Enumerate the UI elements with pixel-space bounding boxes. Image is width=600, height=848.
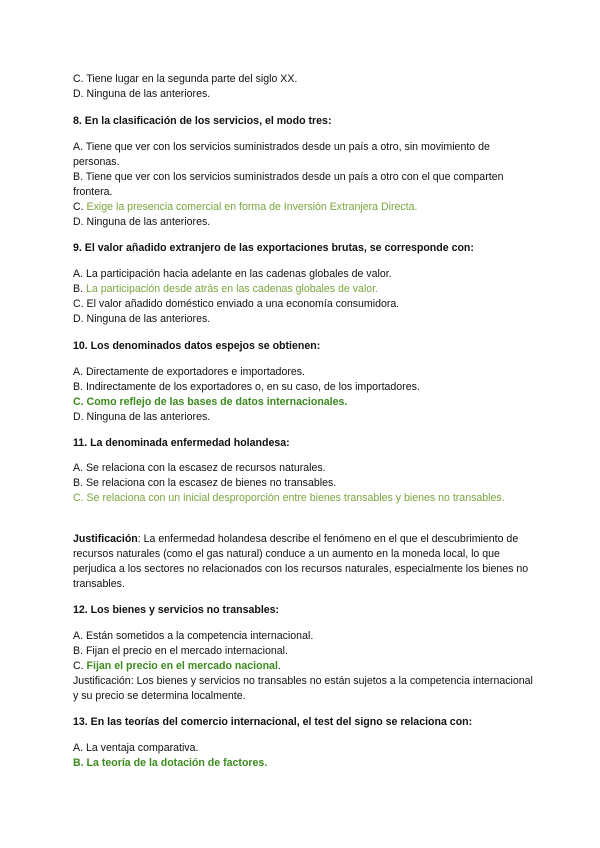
option-c-prefix: C. (73, 660, 84, 672)
option-b (73, 282, 533, 297)
option-c-answer: Fijan el precio en el mercado nacional (86, 660, 278, 672)
question-title: 13. En las teorías del comercio internacional, el test del signo se relaciona con: (73, 716, 473, 728)
justification-text: : La enfermedad holandesa describe el fenómeno en el que el descubrimiento de recursos naturales (como el gas natural) conduce a un aumento en la moneda local, lo que perjudica a los sectores no relacionados con los recursos naturales, especialmente los bienes no transables. (73, 533, 529, 590)
question-9 (73, 241, 533, 256)
option-c-answer: C. Se relaciona con un inicial desproporción entre bienes transables y bienes no transables. (73, 492, 505, 504)
option-d: D. Ninguna de las anteriores. (73, 313, 211, 325)
option-a: A. Directamente de exportadores e importadores. (73, 366, 306, 378)
question-title: 11. La denominada enfermedad holandesa: (73, 437, 290, 449)
option-b: B. Fijan el precio en el mercado internacional. (73, 645, 288, 657)
option-b-answer: B. La teoría de la dotación de factores. (73, 757, 268, 769)
question-8 (73, 114, 533, 129)
question-11-justification (73, 532, 533, 592)
option-c (73, 659, 533, 674)
option-b: B. Tiene que ver con los servicios suministrados desde un país a otro con el que comparten frontera. (73, 171, 504, 198)
option-a: A. Están sometidos a la competencia internacional. (73, 630, 314, 642)
justification-paragraph (73, 532, 533, 592)
option-a: A. La ventaja comparativa. (73, 742, 199, 754)
question-13 (73, 715, 533, 730)
justification-label: Justificación (73, 533, 138, 545)
option-c-answer: Exige la presencia comercial en forma de Inversión Extranjera Directa. (86, 201, 418, 213)
option-a: A. Se relaciona con la escasez de recursos naturales. (73, 462, 326, 474)
justification-paragraph: Justificación: Los bienes y servicios no transables no están sujetos a la competencia internacional y su precio se determina localmente. (73, 675, 533, 702)
previous-question-options (73, 72, 533, 102)
question-title: 9. El valor añadido extranjero de las exportaciones brutas, se corresponde con: (73, 242, 474, 254)
question-12-options (73, 629, 533, 704)
question-11 (73, 436, 533, 451)
question-10 (73, 339, 533, 354)
question-12 (73, 603, 533, 618)
option-b: B. Indirectamente de los exportadores o, en su caso, de los importadores. (73, 381, 420, 393)
option-c: C. Tiene lugar en la segunda parte del siglo XX. (73, 73, 298, 85)
option-c-prefix: C. (73, 201, 84, 213)
question-title: 12. Los bienes y servicios no transables: (73, 604, 280, 616)
option-a: A. Tiene que ver con los servicios suministrados desde un país a otro, sin movimiento de personas. (73, 141, 490, 168)
option-a: A. La participación hacia adelante en las cadenas globales de valor. (73, 268, 392, 280)
option-c (73, 200, 533, 215)
option-c-suffix: . (277, 660, 281, 672)
question-11-options (73, 461, 533, 506)
question-title: 10. Los denominados datos espejos se obtienen: (73, 340, 321, 352)
question-10-options (73, 365, 533, 425)
question-13-options (73, 741, 533, 771)
question-8-options (73, 140, 533, 230)
question-title: 8. En la clasificación de los servicios, el modo tres: (73, 115, 332, 127)
question-9-options (73, 267, 533, 327)
option-b-answer: La participación desde atrás en las cadenas globales de valor. (85, 283, 379, 295)
option-b-prefix: B. (73, 283, 84, 295)
option-d: D. Ninguna de las anteriores. (73, 88, 211, 100)
option-b: B. Se relaciona con la escasez de bienes no transables. (73, 477, 337, 489)
option-c: C. El valor añadido doméstico enviado a una economía consumidora. (73, 298, 400, 310)
option-c-answer: C. Como reflejo de las bases de datos internacionales. (73, 396, 348, 408)
option-d: D. Ninguna de las anteriores. (73, 411, 211, 423)
option-d: D. Ninguna de las anteriores. (73, 216, 211, 228)
